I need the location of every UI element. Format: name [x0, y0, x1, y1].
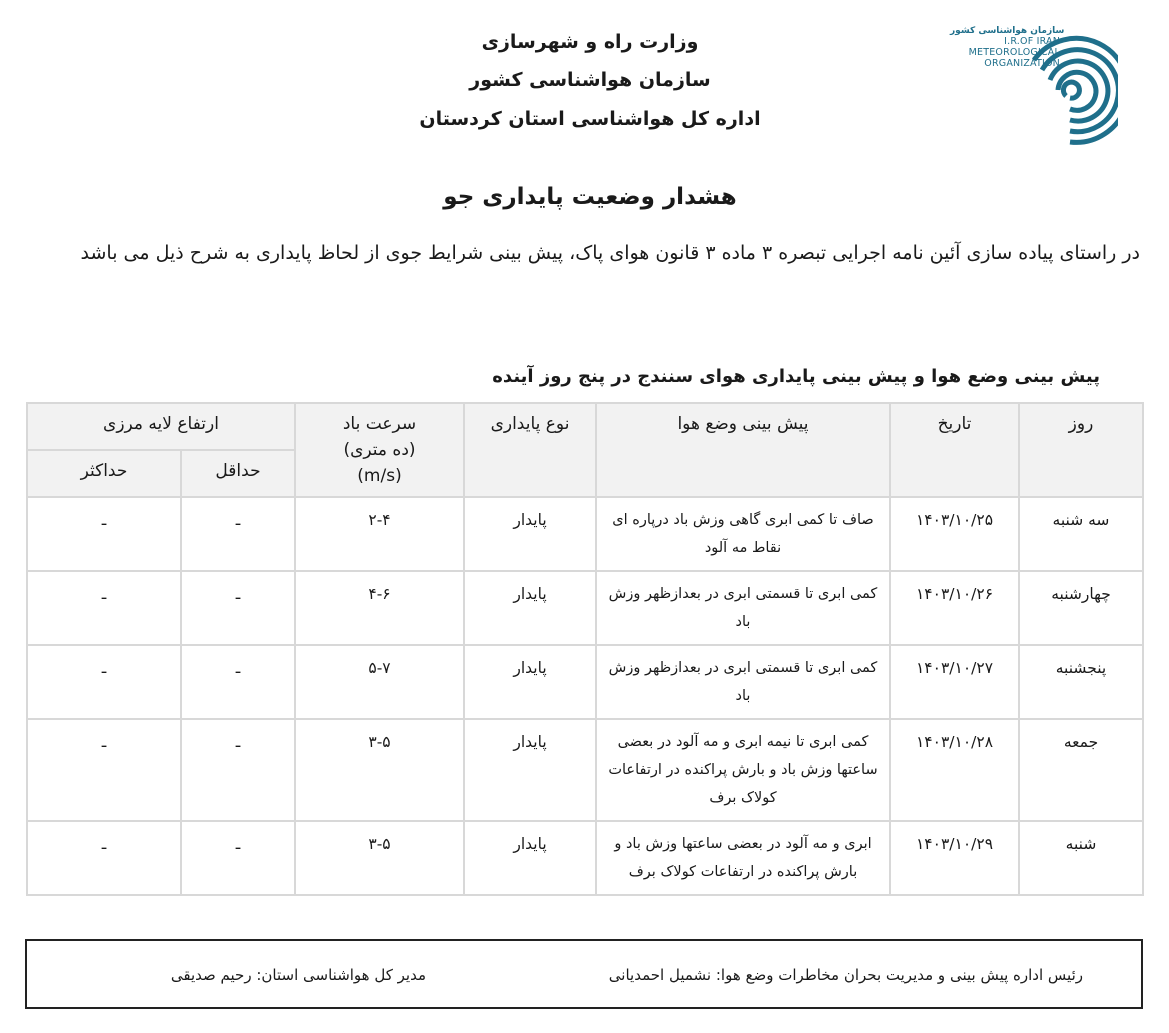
cell-date: ۱۴۰۳/۱۰/۲۹ — [890, 821, 1019, 895]
cell-stability: پایدار — [464, 645, 596, 719]
table-row — [27, 571, 1143, 645]
cell-wind: ۲-۴ — [295, 497, 464, 571]
cell-day: چهارشنبه — [1019, 571, 1143, 645]
cell-wind: ۳-۵ — [295, 719, 464, 821]
header-stability: نوع پایداری — [464, 403, 596, 497]
cell-wind: ۴-۶ — [295, 571, 464, 645]
cell-weather: ابری و مه آلود در بعضی ساعتها وزش باد و بارش پراکنده در ارتفاعات کولاک برف — [596, 821, 890, 895]
cell-date: ۱۴۰۳/۱۰/۲۵ — [890, 497, 1019, 571]
header-weather: پیش بینی وضع هوا — [596, 403, 890, 497]
forecast-table — [26, 402, 1144, 896]
header-wind-sub: (ده متری) — [343, 440, 416, 460]
cell-stability: پایدار — [464, 821, 596, 895]
cell-weather: صاف تا کمی ابری گاهی وزش باد درپاره ای نقاط مه آلود — [596, 497, 890, 571]
table-row — [27, 821, 1143, 895]
cell-max: ـ — [27, 645, 181, 719]
forecast-head-name: نشمیل احمدیانی — [608, 966, 712, 984]
cell-min: ـ — [181, 821, 295, 895]
director-name: رحیم صدیقی — [170, 966, 252, 984]
header-day: روز — [1019, 403, 1143, 497]
meteorological-spiral-icon — [1022, 30, 1118, 148]
header-boundary-layer: ارتفاع لایه مرزی — [27, 403, 295, 450]
table-row — [27, 719, 1143, 821]
director-label: مدیر کل هواشناسی استان: — [256, 966, 426, 984]
cell-min: ـ — [181, 571, 295, 645]
table-caption: پیش بینی وضع هوا و پیش بینی پایداری هوای سنندج در پنج روز آینده — [492, 366, 1100, 387]
header-wind-label: سرعت باد — [342, 414, 417, 434]
cell-date: ۱۴۰۳/۱۰/۲۷ — [890, 645, 1019, 719]
department-name: اداره کل هواشناسی استان کردستان — [419, 108, 761, 130]
logo-en-line-2: METEOROLOGICAL — [968, 47, 1060, 58]
cell-weather: کمی ابری تا قسمتی ابری در بعدازظهر وزش باد — [596, 645, 890, 719]
cell-stability: پایدار — [464, 719, 596, 821]
cell-max: ـ — [27, 497, 181, 571]
cell-max: ـ — [27, 821, 181, 895]
header-min: حداقل — [181, 450, 295, 497]
cell-day: جمعه — [1019, 719, 1143, 821]
header-max: حداکثر — [27, 450, 181, 497]
cell-stability: پایدار — [464, 497, 596, 571]
cell-date: ۱۴۰۳/۱۰/۲۸ — [890, 719, 1019, 821]
cell-day: شنبه — [1019, 821, 1143, 895]
table-header-row — [27, 403, 1143, 450]
forecast-head-label: رئیس اداره پیش بینی و مدیریت بحران مخاطرات وضع هوا: — [715, 966, 1083, 984]
cell-date: ۱۴۰۳/۱۰/۲۶ — [890, 571, 1019, 645]
header-date: تاریخ — [890, 403, 1019, 497]
cell-stability: پایدار — [464, 571, 596, 645]
logo-en-line-3: ORGANIZATION — [984, 58, 1060, 69]
header-wind — [295, 403, 464, 497]
cell-weather: کمی ابری تا قسمتی ابری در بعدازظهر وزش باد — [596, 571, 890, 645]
forecast-head-signature — [609, 966, 1083, 984]
document-title: هشدار وضعیت پایداری جو — [443, 184, 737, 210]
director-signature — [171, 966, 426, 984]
organization-logo — [950, 26, 1120, 151]
cell-day: سه شنبه — [1019, 497, 1143, 571]
signature-box — [25, 939, 1143, 1009]
cell-min: ـ — [181, 719, 295, 821]
cell-max: ـ — [27, 571, 181, 645]
ministry-name: وزارت راه و شهرسازی — [481, 31, 699, 53]
logo-en-line-1: I.R.OF IRAN — [1004, 36, 1060, 47]
cell-day: پنجشنبه — [1019, 645, 1143, 719]
cell-min: ـ — [181, 645, 295, 719]
intro-paragraph: در راستای پیاده سازی آئین نامه اجرایی تبصره ۳ ماده ۳ قانون هوای پاک، پیش بینی شرایط جوی از لحاظ پایداری به شرح ذیل می باشد — [80, 242, 1140, 264]
table-row — [27, 497, 1143, 571]
cell-min: ـ — [181, 497, 295, 571]
cell-weather: کمی ابری تا نیمه ابری و مه آلود در بعضی ساعتها وزش باد و بارش پراکنده در ارتفاعات کولاک برف — [596, 719, 890, 821]
cell-wind: ۵-۷ — [295, 645, 464, 719]
cell-wind: ۳-۵ — [295, 821, 464, 895]
cell-max: ـ — [27, 719, 181, 821]
logo-fa-text: سازمان هواشناسی کشور — [950, 26, 1065, 36]
organization-name: سازمان هواشناسی کشور — [469, 69, 711, 91]
table-row — [27, 645, 1143, 719]
header-wind-unit: (m/s) — [357, 466, 402, 486]
